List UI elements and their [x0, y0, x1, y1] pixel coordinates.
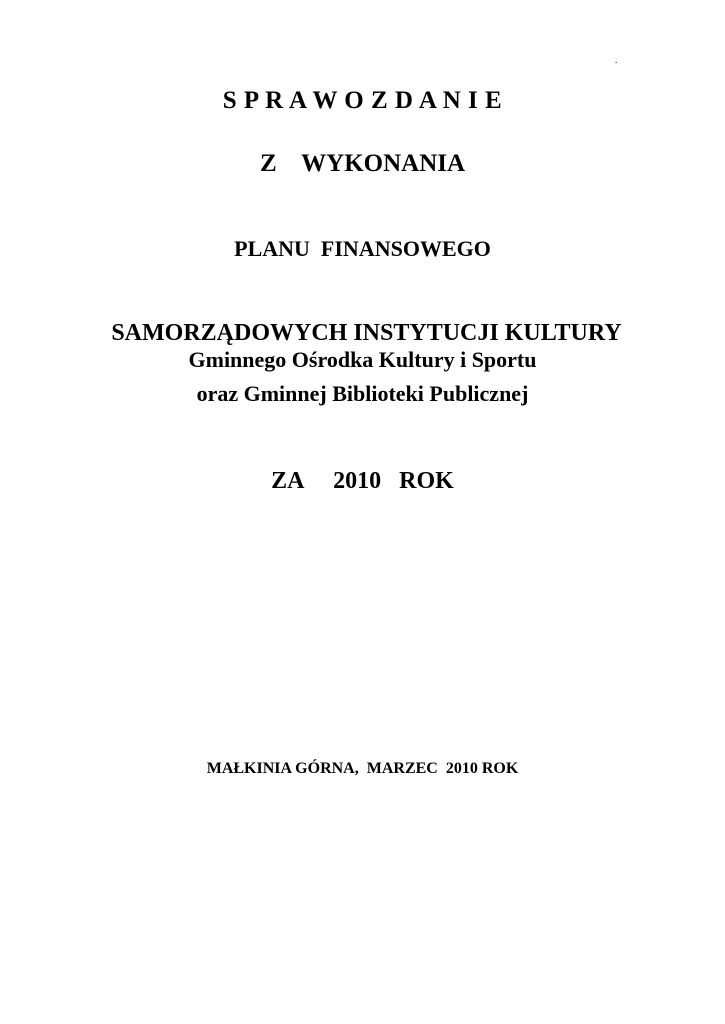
corner-mark: .	[615, 55, 618, 65]
subtitle-gokis: Gminnego Ośrodka Kultury i Sportu	[188, 347, 537, 372]
subtitle-library: oraz Gminnej Biblioteki Publicznej	[196, 381, 529, 406]
title-z-wykonania: Z WYKONANIA	[259, 150, 466, 177]
title-sprawozdanie: S P R A W O Z D A N I E	[222, 87, 503, 114]
title-year: ZA 2010 ROK	[271, 468, 454, 494]
footer-place-date: MAŁKINIA GÓRNA, MARZEC 2010 ROK	[206, 760, 519, 777]
title-planu-finansowego: PLANU FINANSOWEGO	[234, 236, 491, 261]
title-institutions: SAMORZĄDOWYCH INSTYTUCJI KULTURY	[111, 320, 622, 346]
